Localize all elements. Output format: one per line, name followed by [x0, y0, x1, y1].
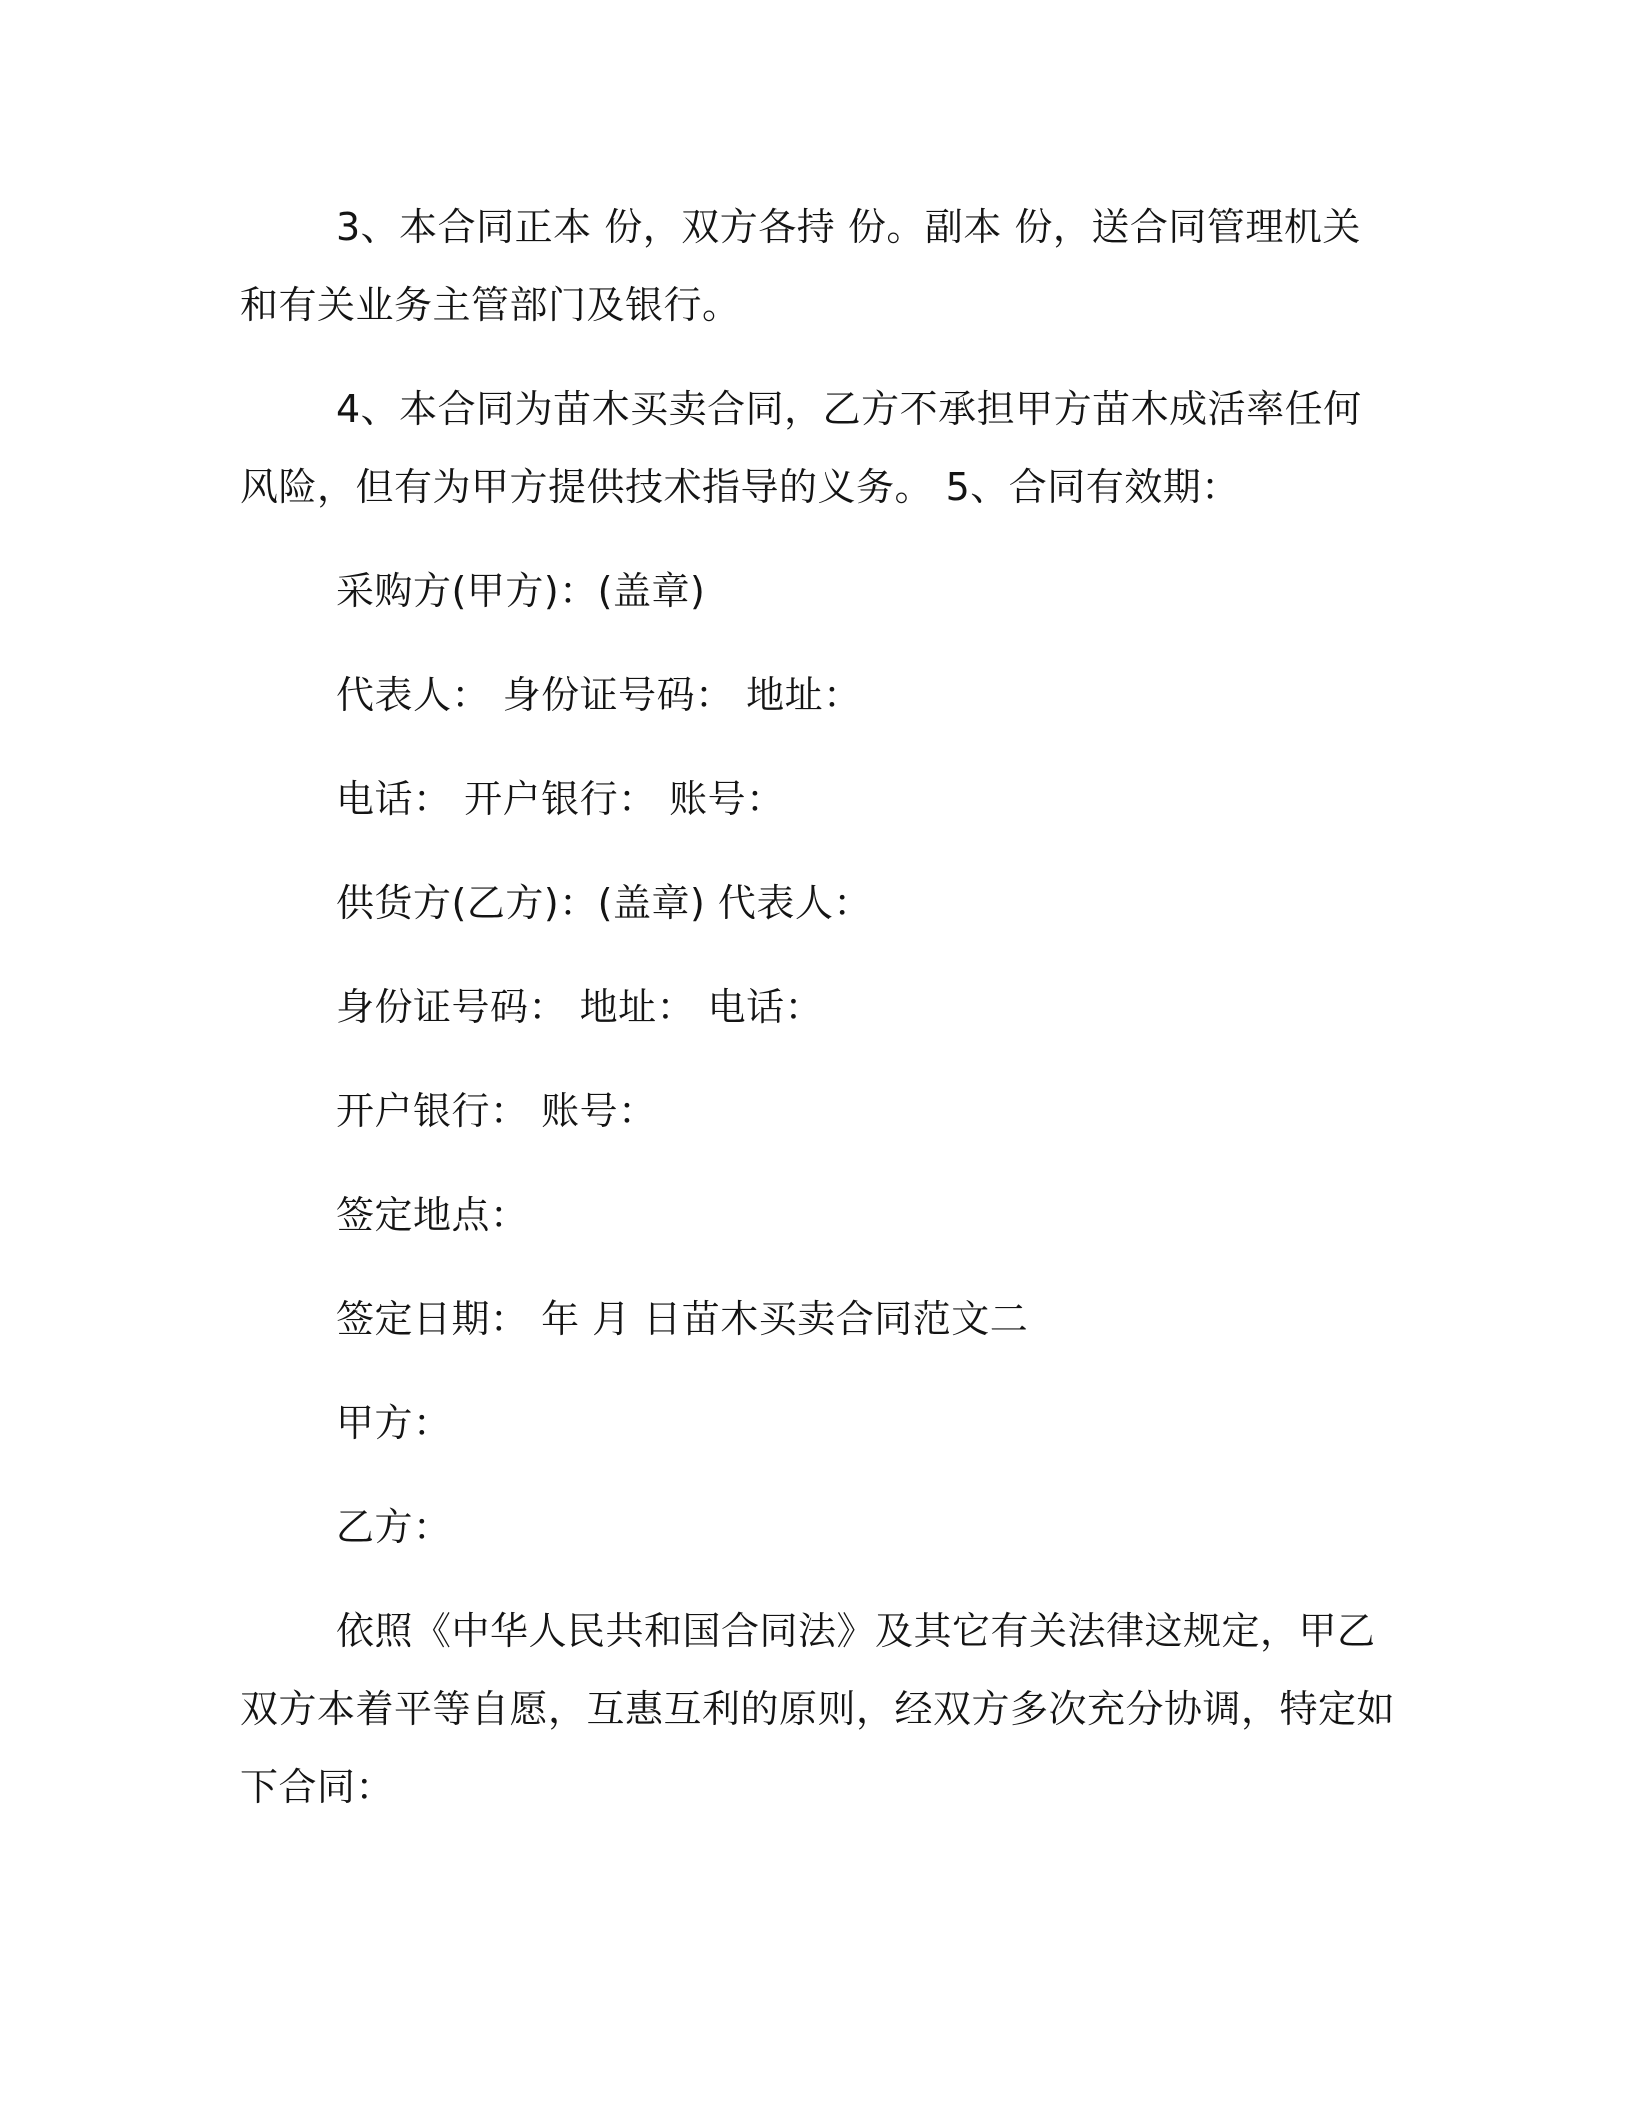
buyer-field: 采购方(甲方)：(盖章) [336, 569, 706, 613]
buyer-contact-field: 代表人： 身份证号码： 地址： [336, 673, 862, 717]
document-body [240, 188, 1395, 1826]
seller-bank-field: 开户银行： 账号： [336, 1089, 657, 1133]
clause-4-paragraph: 4、本合同为苗木买卖合同，乙方不承担甲方苗木成活率任何风险，但有为甲方提供技术指导的义务。 5、合同有效期： [240, 387, 1362, 509]
party-a-field: 甲方： [336, 1401, 452, 1445]
closing-paragraph: 依照《中华人民共和国合同法》及其它有关法律这规定，甲乙双方本着平等自愿，互惠互利的原则，经双方多次充分协调，特定如下合同： [240, 1609, 1396, 1809]
clause-3-paragraph: 3、本合同正本 份，双方各持 份。副本 份，送合同管理机关和有关业务主管部门及银行。 [240, 205, 1361, 327]
sign-place-field: 签定地点： [336, 1193, 529, 1237]
party-b-field: 乙方： [336, 1505, 452, 1549]
buyer-bank-field: 电话： 开户银行： 账号： [336, 777, 785, 821]
sign-date-field: 签定日期： 年 月 日苗木买卖合同范文二 [336, 1297, 1029, 1341]
seller-contact-field: 身份证号码： 地址： 电话： [336, 985, 824, 1029]
seller-field: 供货方(乙方)：(盖章) 代表人： [336, 881, 872, 925]
